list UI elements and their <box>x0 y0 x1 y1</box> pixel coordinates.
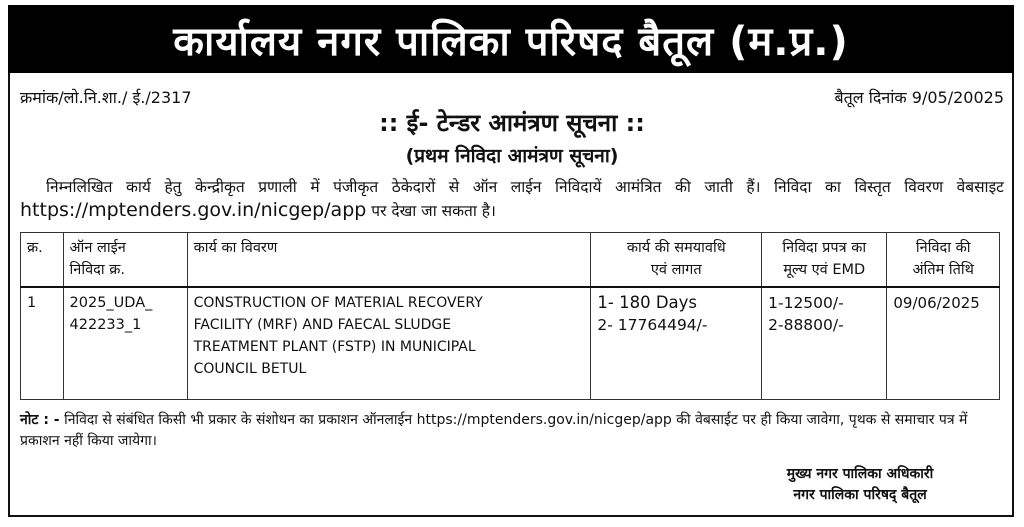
signatory-designation: मुख्य नगर पालिका अधिकारी <box>786 466 934 482</box>
notice-heading: :: ई- टेन्डर आमंत्रण सूचना :: <box>379 109 645 137</box>
note-label: नोट : - <box>20 412 60 428</box>
tender-table <box>20 232 1000 400</box>
cell-tender-no: 2025_UDA_ 422233_1 <box>63 287 187 400</box>
reference-number: क्रमांक/लो.नि.शा./ ई./2317 <box>20 88 192 107</box>
tender-website-link[interactable]: https://mptenders.gov.in/nicgep/app <box>20 199 367 221</box>
header-serial-no: क्र. <box>21 233 64 287</box>
cell-serial-no: 1 <box>21 287 64 400</box>
header-work-description: कार्य का विवरण <box>187 233 591 287</box>
amendment-note <box>20 410 1004 452</box>
table-row <box>21 287 1000 400</box>
intro-paragraph <box>20 176 1004 223</box>
intro-text: निम्नलिखित कार्य हेतु केन्द्रीकृत प्रणाली में पंजीकृत ठेकेदारों से ऑन लाईन निविदायें आमंत्रित की जाती हैं। निविदा का विस्तृत विवरण वेबसाइट <box>46 178 1004 196</box>
intro-suffix: पर देखा जा सकता है। <box>371 202 496 220</box>
signatory-office: नगर पालिका परिषद् बैतूल <box>793 487 927 503</box>
office-title: कार्यालय नगर पालिका परिषद बैतूल (म.प्र.) <box>173 18 849 65</box>
office-title-banner <box>8 5 1014 73</box>
notice-date: बैतूल दिनांक 9/05/20025 <box>834 88 1004 107</box>
cell-period-cost: 1- 180 Days 2- 17764494/- <box>591 287 762 400</box>
cell-last-date: 09/06/2025 <box>887 287 1000 400</box>
cell-fee-emd: 1-12500/- 2-88800/- <box>762 287 887 400</box>
header-fee-emd: निविदा प्रपत्र का मूल्य एवं EMD <box>762 233 887 287</box>
signature-block <box>760 464 960 506</box>
table-header-row <box>21 233 1000 287</box>
header-period-cost: कार्य की समयावधि एवं लागत <box>591 233 762 287</box>
header-last-date: निविदा की अंतिम तिथि <box>887 233 1000 287</box>
notice-subheading: (प्रथम निविदा आमंत्रण सूचना) <box>405 145 619 167</box>
cell-work-description: CONSTRUCTION OF MATERIAL RECOVERY FACILITY (MRF) AND FAECAL SLUDGE TREATMENT PLANT (FSTP) IN MUNICIPAL COUNCIL BETUL <box>187 287 591 400</box>
header-tender-no: ऑन लाईन निविदा क्र. <box>63 233 187 287</box>
note-text: निविदा से संबंधित किसी भी प्रकार के संशोधन का प्रकाशन ऑनलाईन https://mptenders.gov.in/nicgep/app की वेबसाईट पर ही किया जावेगा, पृथक से समाचार पत्र में प्रकाशन नहीं किया जायेगा। <box>20 412 968 449</box>
